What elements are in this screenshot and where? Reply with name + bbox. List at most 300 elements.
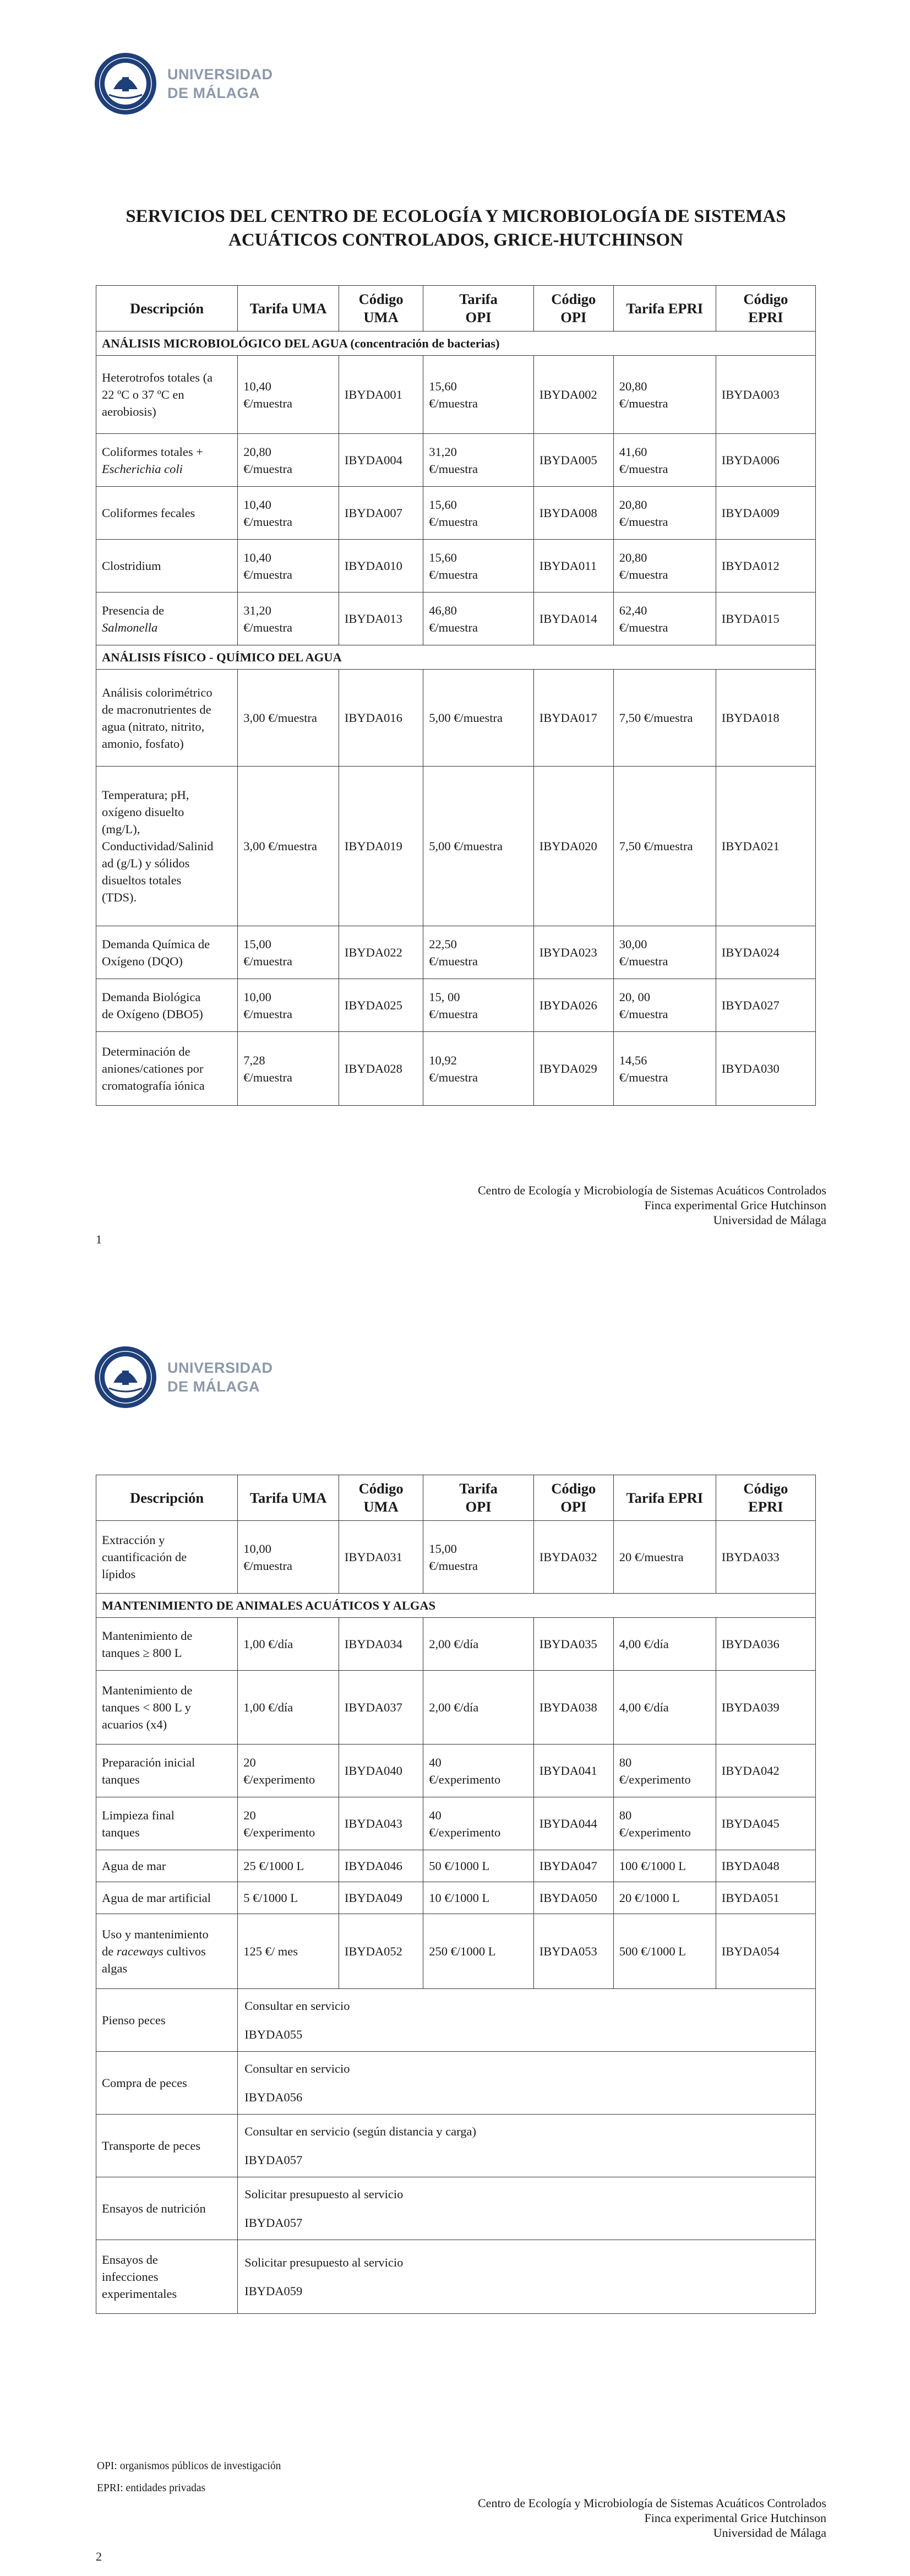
uma-code-cell: IBYDA007 bbox=[339, 487, 423, 540]
price-text: 125 €/ mes bbox=[243, 1944, 298, 1958]
description-cell bbox=[96, 2177, 238, 2240]
uma-code-cell: IBYDA028 bbox=[339, 1032, 423, 1106]
description-text: tanques < 800 L y bbox=[102, 1700, 191, 1714]
description-text: Demanda Química de bbox=[102, 937, 210, 951]
uma-price-cell bbox=[238, 434, 339, 487]
description-cell bbox=[96, 670, 238, 767]
price-text: 62,40 bbox=[619, 603, 647, 617]
footnote-epri: EPRI: entidades privadas bbox=[97, 2482, 206, 2494]
logo-line-1: UNIVERSIDAD bbox=[167, 1360, 273, 1376]
description-text: Oxígeno (DQO) bbox=[102, 954, 183, 968]
uma-code-cell: IBYDA022 bbox=[339, 926, 423, 979]
consult-text: Consultar en servicio bbox=[244, 2061, 350, 2075]
epri-price-cell bbox=[613, 1797, 716, 1850]
description-text: amonio, fosfato) bbox=[102, 736, 184, 751]
uma-code-cell: IBYDA019 bbox=[339, 767, 423, 926]
price-text: €/muestra bbox=[619, 1070, 668, 1084]
description-text: cultivos bbox=[163, 1944, 206, 1958]
opi-price-cell bbox=[423, 1744, 534, 1797]
table-row bbox=[96, 1882, 816, 1914]
price-text: 4,00 €/día bbox=[619, 1637, 669, 1651]
uma-price-cell bbox=[238, 767, 339, 926]
table-row bbox=[96, 434, 816, 487]
column-header bbox=[339, 1475, 423, 1521]
page-2 bbox=[0, 1288, 910, 2576]
column-header-text: OPI bbox=[465, 309, 492, 325]
description-text: oxígeno disuelto bbox=[102, 805, 184, 819]
price-text: 3,00 €/muestra bbox=[243, 711, 318, 725]
uma-code-cell: IBYDA010 bbox=[339, 540, 423, 593]
rates-table-2 bbox=[96, 1475, 816, 2314]
uma-code-cell: IBYDA037 bbox=[339, 1671, 423, 1744]
epri-price-cell bbox=[613, 1914, 716, 1989]
description-text: Compra de peces bbox=[102, 2076, 187, 2090]
column-header-text: Tarifa bbox=[459, 1480, 498, 1497]
opi-price-cell bbox=[423, 1032, 534, 1106]
description-text: de Oxígeno (DBO5) bbox=[102, 1007, 203, 1021]
uma-price-cell bbox=[238, 926, 339, 979]
table-row bbox=[96, 1914, 816, 1989]
opi-code-cell: IBYDA053 bbox=[533, 1914, 613, 1989]
footer-line-1: Centro de Ecología y Microbiología de Sistemas Acuáticos Controlados bbox=[478, 2496, 826, 2510]
price-text: 50 €/1000 L bbox=[429, 1859, 490, 1873]
footer-line-1: Centro de Ecología y Microbiología de Sistemas Acuáticos Controlados bbox=[478, 1183, 826, 1197]
description-text: Temperatura; pH, bbox=[102, 788, 189, 802]
price-text: 15,60 bbox=[429, 379, 457, 393]
uma-code-cell: IBYDA013 bbox=[339, 593, 423, 645]
price-text: 40 bbox=[429, 1755, 442, 1769]
price-text: 3,00 €/muestra bbox=[243, 839, 318, 853]
page-footer bbox=[478, 2496, 826, 2540]
logo-line-1: UNIVERSIDAD bbox=[167, 66, 273, 83]
price-text: €/muestra bbox=[619, 396, 668, 410]
price-text: €/muestra bbox=[429, 954, 478, 968]
epri-price-cell bbox=[613, 356, 716, 434]
uma-price-cell bbox=[238, 1671, 339, 1744]
university-logo bbox=[92, 1344, 273, 1410]
price-text: 5 €/1000 L bbox=[243, 1891, 298, 1905]
description-cell bbox=[96, 487, 238, 540]
price-text: 15,60 bbox=[429, 497, 457, 512]
epri-price-cell bbox=[613, 593, 716, 645]
description-text: tanques bbox=[102, 1772, 140, 1786]
column-header-text: Código bbox=[551, 291, 596, 307]
epri-code-cell: IBYDA006 bbox=[716, 434, 815, 487]
table-row bbox=[96, 1671, 816, 1744]
description-cell bbox=[96, 1797, 238, 1850]
opi-price-cell bbox=[423, 1882, 534, 1914]
uma-price-cell bbox=[238, 593, 339, 645]
table-row bbox=[96, 487, 816, 540]
description-text: cuantificación de bbox=[102, 1550, 187, 1564]
column-header-text: Tarifa EPRI bbox=[626, 300, 704, 317]
description-cell bbox=[96, 434, 238, 487]
price-text: €/muestra bbox=[243, 567, 293, 581]
description-text: agua (nitrato, nitrito, bbox=[102, 719, 205, 733]
epri-code-cell: IBYDA051 bbox=[716, 1882, 815, 1914]
epri-code-cell: IBYDA033 bbox=[716, 1521, 815, 1594]
opi-price-cell bbox=[423, 1521, 534, 1594]
description-text: (TDS). bbox=[102, 890, 137, 904]
epri-code-cell: IBYDA030 bbox=[716, 1032, 815, 1106]
price-text: 80 bbox=[619, 1808, 632, 1822]
column-header-text: Código bbox=[358, 291, 404, 307]
price-text: 10 €/1000 L bbox=[429, 1891, 490, 1905]
price-text: 15,00 bbox=[243, 937, 271, 951]
opi-code-cell: IBYDA044 bbox=[533, 1797, 613, 1850]
column-header bbox=[423, 286, 534, 331]
price-text: €/muestra bbox=[429, 620, 478, 634]
price-text: 20,80 bbox=[243, 444, 271, 459]
table-header-row bbox=[96, 286, 816, 331]
column-header bbox=[533, 286, 613, 331]
price-text: €/muestra bbox=[619, 461, 668, 476]
uma-price-cell bbox=[238, 1850, 339, 1882]
price-text: €/muestra bbox=[243, 514, 293, 529]
price-text: 80 bbox=[619, 1755, 632, 1769]
description-text: Conductividad/Salinid bbox=[102, 839, 214, 853]
column-header-text: Código bbox=[358, 1480, 404, 1497]
description-text: de macronutrientes de bbox=[102, 702, 211, 716]
epri-code-cell: IBYDA027 bbox=[716, 979, 815, 1032]
epri-price-cell bbox=[613, 487, 716, 540]
footnote-opi: OPI: organismos públicos de investigación bbox=[97, 2460, 281, 2472]
page-number: 1 bbox=[96, 1232, 102, 1246]
price-text: 46,80 bbox=[429, 603, 457, 617]
description-text: raceways bbox=[116, 1944, 164, 1958]
description-cell bbox=[96, 979, 238, 1032]
price-text: €/experimento bbox=[429, 1772, 501, 1786]
university-logo bbox=[92, 51, 273, 117]
epri-price-cell bbox=[613, 670, 716, 767]
price-text: €/muestra bbox=[429, 1070, 478, 1084]
price-text: 2,00 €/día bbox=[429, 1700, 479, 1714]
epri-price-cell bbox=[613, 1671, 716, 1744]
price-text: 5,00 €/muestra bbox=[429, 839, 503, 853]
price-text: €/muestra bbox=[429, 1558, 478, 1573]
epri-price-cell bbox=[613, 1744, 716, 1797]
university-seal-icon bbox=[92, 1344, 159, 1410]
column-header bbox=[423, 1475, 534, 1521]
opi-price-cell bbox=[423, 979, 534, 1032]
price-text: €/muestra bbox=[243, 396, 293, 410]
price-text: 7,28 bbox=[243, 1053, 265, 1067]
consult-text: Consultar en servicio bbox=[244, 1998, 350, 2013]
description-italic: Salmonella bbox=[102, 620, 158, 634]
service-code: IBYDA057 bbox=[244, 2153, 303, 2167]
consult-cell bbox=[238, 2052, 816, 2115]
description-cell bbox=[96, 2240, 238, 2314]
table-row bbox=[96, 2052, 816, 2115]
description-text: Ensayos de nutrición bbox=[102, 2202, 206, 2215]
price-text: 20 €/muestra bbox=[619, 1550, 684, 1564]
price-text: 20,80 bbox=[619, 379, 647, 393]
description-text: Demanda Biológica bbox=[102, 990, 201, 1004]
price-text: 10,40 bbox=[243, 497, 271, 512]
price-text: €/muestra bbox=[619, 567, 668, 581]
consult-cell bbox=[238, 2240, 816, 2314]
table-row bbox=[96, 1850, 816, 1882]
price-text: 31,20 bbox=[429, 444, 457, 459]
description-text: tanques bbox=[102, 1825, 140, 1839]
price-text: 250 €/1000 L bbox=[429, 1944, 496, 1958]
footer-line-3: Universidad de Málaga bbox=[713, 2526, 826, 2540]
uma-price-cell bbox=[238, 670, 339, 767]
description-text: Heterotrofos totales (a bbox=[102, 371, 213, 384]
column-header-text: UMA bbox=[363, 309, 399, 325]
table-row bbox=[96, 1032, 816, 1106]
column-header-text: Descripción bbox=[130, 1489, 204, 1506]
epri-code-cell: IBYDA018 bbox=[716, 670, 815, 767]
epri-price-cell bbox=[613, 1032, 716, 1106]
price-text: 15, 00 bbox=[429, 990, 460, 1004]
description-text: Mantenimiento de bbox=[102, 1683, 193, 1697]
price-text: €/experimento bbox=[243, 1772, 315, 1786]
description-cell bbox=[96, 540, 238, 593]
consult-text: Solicitar presupuesto al servicio bbox=[244, 2255, 404, 2269]
table-row bbox=[96, 926, 816, 979]
description-text: aniones/cationes por bbox=[102, 1062, 204, 1075]
description-text: Análisis colorimétrico bbox=[102, 685, 212, 699]
column-header-text: Tarifa EPRI bbox=[626, 1489, 704, 1506]
description-text: ad (g/L) y sólidos bbox=[102, 856, 190, 870]
opi-code-cell: IBYDA026 bbox=[533, 979, 613, 1032]
column-header bbox=[238, 1475, 339, 1521]
column-header-text: EPRI bbox=[748, 1498, 783, 1515]
section-heading: ANÁLISIS MICROBIOLÓGICO DEL AGUA (concentración de bacterias) bbox=[96, 331, 816, 356]
table-row bbox=[96, 1521, 816, 1594]
epri-code-cell: IBYDA054 bbox=[716, 1914, 815, 1989]
uma-price-cell bbox=[238, 1882, 339, 1914]
opi-code-cell: IBYDA035 bbox=[533, 1618, 613, 1671]
table-row bbox=[96, 1797, 816, 1850]
table-row bbox=[96, 540, 816, 593]
opi-price-cell bbox=[423, 593, 534, 645]
opi-code-cell: IBYDA002 bbox=[533, 356, 613, 434]
price-text: €/muestra bbox=[243, 1070, 293, 1084]
price-text: 2,00 €/día bbox=[429, 1637, 479, 1651]
column-header-text: Descripción bbox=[130, 300, 204, 317]
price-text: €/experimento bbox=[243, 1825, 315, 1839]
price-text: 10,00 bbox=[243, 1541, 271, 1556]
description-text: tanques ≥ 800 L bbox=[102, 1645, 182, 1660]
epri-code-cell: IBYDA042 bbox=[716, 1744, 815, 1797]
page-title-line-1: SERVICIOS DEL CENTRO DE ECOLOGÍA Y MICROBIOLOGÍA DE SISTEMAS bbox=[126, 206, 786, 226]
description-text: Pienso peces bbox=[102, 2013, 166, 2027]
opi-code-cell: IBYDA014 bbox=[533, 593, 613, 645]
price-text: 20,80 bbox=[619, 497, 647, 512]
opi-price-cell bbox=[423, 1850, 534, 1882]
description-text: aerobiosis) bbox=[102, 405, 156, 419]
price-text: €/muestra bbox=[243, 1007, 293, 1021]
uma-price-cell bbox=[238, 1618, 339, 1671]
price-text: €/experimento bbox=[619, 1772, 691, 1786]
opi-code-cell: IBYDA041 bbox=[533, 1744, 613, 1797]
university-seal-icon bbox=[92, 51, 159, 117]
description-text: Clostridium bbox=[102, 559, 161, 573]
opi-code-cell: IBYDA017 bbox=[533, 670, 613, 767]
price-text: €/muestra bbox=[243, 1558, 293, 1573]
epri-code-cell: IBYDA024 bbox=[716, 926, 815, 979]
description-text: lípidos bbox=[102, 1567, 136, 1581]
price-text: 1,00 €/día bbox=[243, 1700, 293, 1714]
footer-line-2: Finca experimental Grice Hutchinson bbox=[644, 1198, 826, 1212]
opi-code-cell: IBYDA032 bbox=[533, 1521, 613, 1594]
price-text: €/muestra bbox=[429, 1007, 478, 1021]
price-text: €/muestra bbox=[619, 1007, 668, 1021]
table-row bbox=[96, 670, 816, 767]
price-text: €/muestra bbox=[429, 567, 478, 581]
price-text: 20, 00 bbox=[619, 990, 650, 1004]
table-row bbox=[96, 593, 816, 645]
epri-code-cell: IBYDA048 bbox=[716, 1850, 815, 1882]
description-text: Transporte de peces bbox=[102, 2139, 201, 2153]
column-header-text: OPI bbox=[560, 1498, 587, 1515]
uma-code-cell: IBYDA043 bbox=[339, 1797, 423, 1850]
column-header-text: Código bbox=[743, 291, 788, 307]
column-header-text: Tarifa bbox=[459, 291, 498, 307]
uma-code-cell: IBYDA031 bbox=[339, 1521, 423, 1594]
column-header-text: OPI bbox=[465, 1498, 492, 1515]
epri-code-cell: IBYDA009 bbox=[716, 487, 815, 540]
description-cell bbox=[96, 2052, 238, 2115]
rates-table-1 bbox=[96, 285, 816, 1106]
price-text: 40 bbox=[429, 1808, 442, 1822]
description-text: Uso y mantenimiento bbox=[102, 1927, 209, 1941]
price-text: €/experimento bbox=[429, 1825, 501, 1839]
footer-line-3: Universidad de Málaga bbox=[713, 1213, 826, 1227]
table-row bbox=[96, 1744, 816, 1797]
opi-price-cell bbox=[423, 670, 534, 767]
price-text: €/muestra bbox=[619, 514, 668, 529]
description-cell bbox=[96, 1671, 238, 1744]
uma-price-cell bbox=[238, 1521, 339, 1594]
price-text: 7,50 €/muestra bbox=[619, 711, 693, 725]
price-text: €/muestra bbox=[243, 954, 293, 968]
consult-text: Solicitar presupuesto al servicio bbox=[244, 2187, 404, 2201]
price-text: 1,00 €/día bbox=[243, 1637, 293, 1651]
uma-code-cell: IBYDA016 bbox=[339, 670, 423, 767]
price-text: €/muestra bbox=[619, 620, 668, 634]
service-code: IBYDA057 bbox=[244, 2215, 303, 2230]
opi-code-cell: IBYDA005 bbox=[533, 434, 613, 487]
table-row bbox=[96, 2240, 816, 2314]
epri-price-cell bbox=[613, 767, 716, 926]
column-header bbox=[613, 1475, 716, 1521]
description-text: Agua de mar artificial bbox=[102, 1891, 211, 1905]
price-text: €/muestra bbox=[243, 461, 293, 476]
price-text: 7,50 €/muestra bbox=[619, 839, 693, 853]
opi-code-cell: IBYDA038 bbox=[533, 1671, 613, 1744]
epri-code-cell: IBYDA015 bbox=[716, 593, 815, 645]
uma-code-cell: IBYDA052 bbox=[339, 1914, 423, 1989]
column-header bbox=[339, 286, 423, 331]
opi-price-cell bbox=[423, 1671, 534, 1744]
description-text: infecciones bbox=[102, 2270, 159, 2284]
footer-line-2: Finca experimental Grice Hutchinson bbox=[644, 2511, 826, 2525]
epri-price-cell bbox=[613, 1618, 716, 1671]
column-header-text: OPI bbox=[560, 309, 587, 325]
uma-price-cell bbox=[238, 356, 339, 434]
description-text: Limpieza final bbox=[102, 1808, 175, 1822]
logo-line-2: DE MÁLAGA bbox=[167, 1378, 260, 1395]
column-header bbox=[716, 1475, 815, 1521]
epri-price-cell bbox=[613, 1850, 716, 1882]
opi-code-cell: IBYDA023 bbox=[533, 926, 613, 979]
section-row bbox=[96, 645, 816, 670]
description-cell bbox=[96, 356, 238, 434]
description-text: acuarios (x4) bbox=[102, 1718, 167, 1731]
column-header bbox=[533, 1475, 613, 1521]
opi-price-cell bbox=[423, 487, 534, 540]
price-text: 25 €/1000 L bbox=[243, 1859, 304, 1873]
description-cell bbox=[96, 1032, 238, 1106]
page-footer bbox=[478, 1183, 826, 1227]
opi-code-cell: IBYDA047 bbox=[533, 1850, 613, 1882]
footnotes bbox=[97, 2455, 281, 2499]
price-text: 15,00 bbox=[429, 1541, 457, 1556]
consult-cell bbox=[238, 2177, 816, 2240]
description-text: de bbox=[102, 1944, 117, 1958]
uma-code-cell: IBYDA004 bbox=[339, 434, 423, 487]
opi-code-cell: IBYDA020 bbox=[533, 767, 613, 926]
description-text: Presencia de bbox=[102, 603, 165, 617]
column-header bbox=[238, 286, 339, 331]
uma-price-cell bbox=[238, 1032, 339, 1106]
price-text: 20 €/1000 L bbox=[619, 1891, 680, 1905]
price-text: 15,60 bbox=[429, 550, 457, 564]
uma-code-cell: IBYDA034 bbox=[339, 1618, 423, 1671]
opi-code-cell: IBYDA050 bbox=[533, 1882, 613, 1914]
column-header bbox=[716, 286, 815, 331]
epri-price-cell bbox=[613, 979, 716, 1032]
service-code: IBYDA056 bbox=[244, 2090, 303, 2104]
price-text: 4,00 €/día bbox=[619, 1700, 669, 1714]
opi-price-cell bbox=[423, 767, 534, 926]
epri-code-cell: IBYDA012 bbox=[716, 540, 815, 593]
description-text: Determinación de bbox=[102, 1045, 190, 1058]
epri-code-cell: IBYDA021 bbox=[716, 767, 815, 926]
uma-price-cell bbox=[238, 1744, 339, 1797]
opi-price-cell bbox=[423, 926, 534, 979]
description-cell bbox=[96, 1882, 238, 1914]
consult-cell bbox=[238, 1989, 816, 2052]
uma-code-cell: IBYDA025 bbox=[339, 979, 423, 1032]
uma-price-cell bbox=[238, 487, 339, 540]
description-text: experimentales bbox=[102, 2287, 177, 2301]
price-text: 22,50 bbox=[429, 937, 457, 951]
consult-text: Consultar en servicio (según distancia y carga) bbox=[244, 2124, 476, 2138]
column-header bbox=[613, 286, 716, 331]
service-code: IBYDA059 bbox=[244, 2284, 303, 2298]
description-cell bbox=[96, 1618, 238, 1671]
epri-code-cell: IBYDA003 bbox=[716, 356, 815, 434]
opi-price-cell bbox=[423, 356, 534, 434]
column-header bbox=[96, 286, 238, 331]
price-text: 41,60 bbox=[619, 444, 647, 459]
column-header-text: Código bbox=[551, 1480, 596, 1497]
opi-code-cell: IBYDA008 bbox=[533, 487, 613, 540]
price-text: €/muestra bbox=[429, 514, 478, 529]
table-row bbox=[96, 356, 816, 434]
column-header-text: EPRI bbox=[748, 309, 783, 325]
price-text: 100 €/1000 L bbox=[619, 1859, 686, 1873]
opi-price-cell bbox=[423, 540, 534, 593]
description-cell bbox=[96, 926, 238, 979]
uma-price-cell bbox=[238, 1797, 339, 1850]
description-cell bbox=[96, 1521, 238, 1594]
description-text: algas bbox=[102, 1961, 128, 1975]
